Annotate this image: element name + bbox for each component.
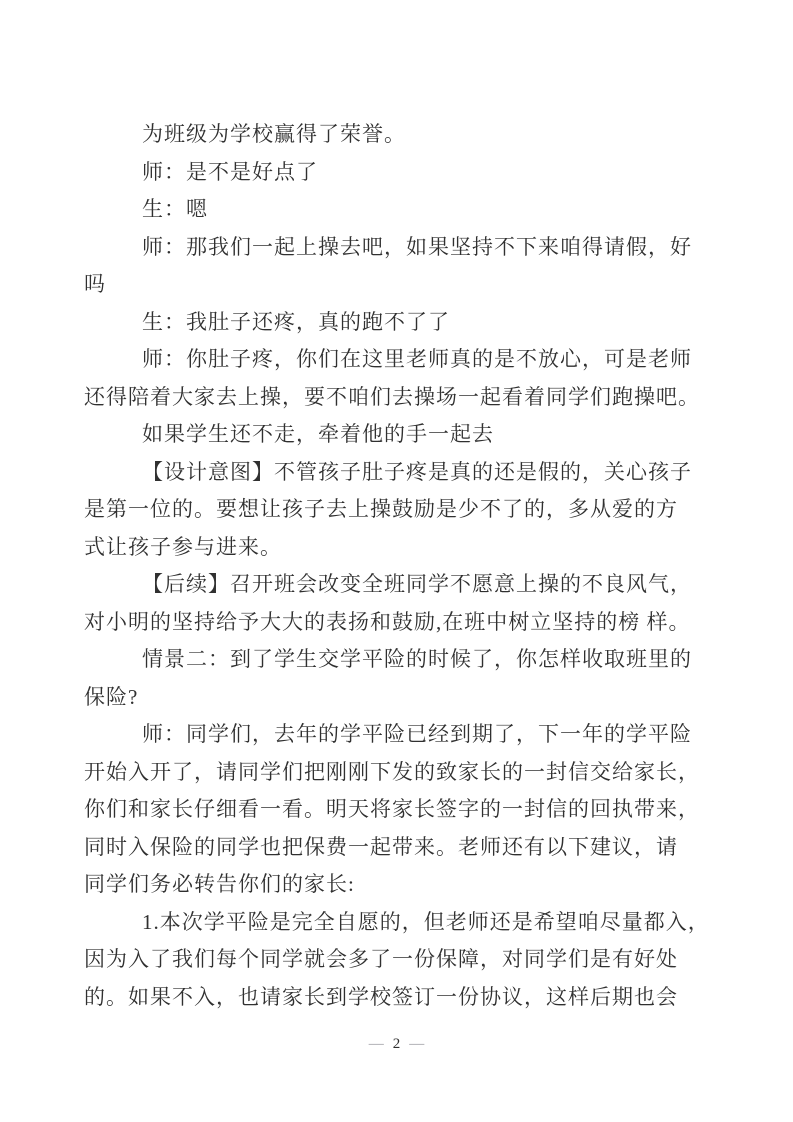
text-line: 因为入了我们每个同学就会多了一份保障，对同学们是有好处: [84, 947, 678, 971]
text-line: 生：嗯: [142, 197, 208, 221]
text-line: 【后续】召开班会改变全班同学不愿意上操的不良风气，: [142, 572, 692, 596]
text-line: 生：我肚子还疼，真的跑不了了: [142, 309, 450, 334]
text-line: 师：你肚子疼，你们在这里老师真的是不放心，可是老师: [142, 347, 692, 371]
text-line: 师：是不是好点了: [142, 159, 318, 184]
text-line: 保险?: [84, 684, 139, 709]
text-line: 师：那我们一起上操去吧，如果坚持不下来咱得请假，好: [142, 234, 692, 259]
text-line: 同学们务必转告你们的家长:: [84, 872, 355, 896]
text-line: 还得陪着大家去上操，要不咱们去操场一起看着同学们跑操吧。: [84, 384, 700, 409]
text-line: 【设计意图】不管孩子肚子疼是真的还是假的，关心孩子: [142, 459, 692, 484]
text-line: 同时入保险的同学也把保费一起带来。老师还有以下建议，请: [84, 834, 678, 859]
text-line: 吗: [84, 272, 106, 296]
text-line: 对小明的坚持给予大大的表扬和鼓励,在班中树立坚持的榜 样。: [84, 609, 691, 634]
text-line: 是第一位的。要想让孩子去上操鼓励是少不了的，多从爱的方: [84, 497, 678, 521]
text-line: 1.本次学平险是完全自愿的，但老师还是希望咱尽量都入，: [142, 909, 710, 934]
footer-right-dash: —: [409, 1036, 425, 1052]
page-footer: [0, 1032, 793, 1056]
page-number: 2: [392, 1036, 401, 1052]
text-line: 为班级为学校赢得了荣誉。: [142, 122, 406, 146]
text-line: 如果学生还不走，牵着他的手一起去: [142, 422, 494, 446]
footer-left-dash: —: [368, 1036, 384, 1052]
text-line: 式让孩子参与进来。: [84, 534, 282, 559]
text-line: 的。如果不入，也请家长到学校签订一份协议，这样后期也会: [84, 984, 678, 1009]
text-line: 开始入开了，请同学们把刚刚下发的致家长的一封信交给家长，: [84, 759, 700, 784]
document-body: [0, 116, 793, 1016]
text-line: 情景二：到了学生交学平险的时候了，你怎样收取班里的: [142, 647, 692, 671]
text-line: 师：同学们，去年的学平险已经到期了，下一年的学平险: [142, 722, 692, 746]
text-line: 你们和家长仔细看一看。明天将家长签字的一封信的回执带来，: [84, 797, 700, 821]
